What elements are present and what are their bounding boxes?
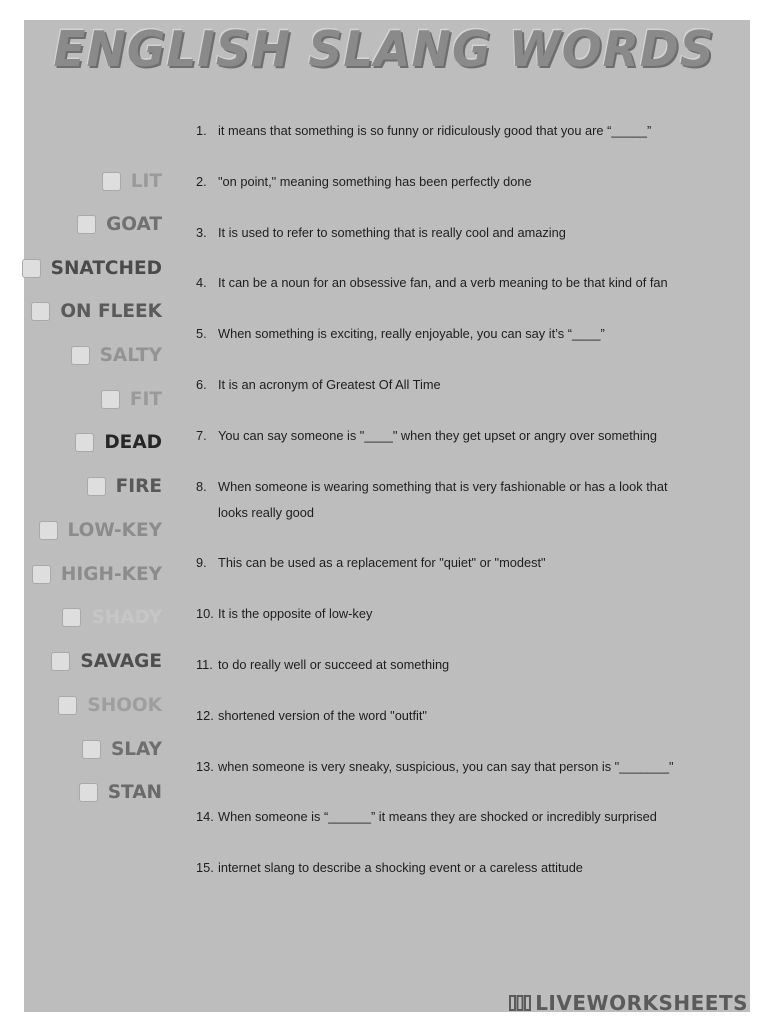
word-item-shady[interactable] (62, 604, 162, 630)
definition-item (196, 372, 696, 398)
checkbox[interactable] (79, 783, 98, 802)
checkbox[interactable] (87, 477, 106, 496)
checkbox[interactable] (22, 259, 41, 278)
word-item-salty[interactable] (71, 342, 162, 368)
definition-number: 2. (196, 174, 207, 189)
word-label: SHADY (91, 606, 162, 628)
checkbox[interactable] (75, 433, 94, 452)
definition-item (196, 220, 696, 246)
definition-item (196, 474, 696, 526)
word-item-shook[interactable] (58, 692, 162, 718)
definition-number: 14. (196, 809, 214, 824)
definition-item (196, 601, 696, 627)
word-item-low-key[interactable] (39, 517, 162, 543)
checkbox[interactable] (77, 215, 96, 234)
definition-text: "on point," meaning something has been perfectly done (218, 174, 532, 189)
definition-text: It can be a noun for an obsessive fan, and a verb meaning to be that kind of fan (218, 275, 668, 290)
checkbox[interactable] (62, 608, 81, 627)
definition-text: internet slang to describe a shocking event or a careless attitude (218, 860, 583, 875)
definition-text-continued: looks really good (218, 505, 315, 520)
definition-item (196, 855, 696, 881)
definition-number: 3. (196, 225, 207, 240)
checkbox[interactable] (32, 565, 51, 584)
liveworksheets-brand (509, 988, 748, 1018)
checkbox[interactable] (71, 346, 90, 365)
definition-number: 15. (196, 860, 214, 875)
word-label: SHOOK (87, 694, 162, 716)
word-label: FIT (129, 388, 162, 410)
definition-item (196, 804, 696, 830)
definition-item (196, 321, 696, 347)
worksheet-title: ENGLISH SLANG WORDS (53, 20, 715, 79)
word-item-fire[interactable] (87, 473, 162, 499)
word-item-fit[interactable] (101, 386, 162, 412)
word-label: LIT (130, 170, 162, 192)
word-label: SALTY (99, 344, 162, 366)
word-label: ON FLEEK (60, 300, 162, 322)
word-item-lit[interactable] (102, 168, 162, 194)
definition-text: When something is exciting, really enjoyable, you can say it’s “____” (218, 326, 605, 341)
word-item-slay[interactable] (82, 736, 162, 762)
definition-text: When someone is “______” it means they are shocked or incredibly surprised (218, 809, 657, 824)
definition-text: it means that something is so funny or ridiculously good that you are “_____” (218, 123, 652, 138)
definition-item (196, 169, 696, 195)
definition-number: 6. (196, 377, 207, 392)
word-item-stan[interactable] (79, 779, 162, 805)
definition-text: It is used to refer to something that is really cool and amazing (218, 225, 566, 240)
checkbox[interactable] (51, 652, 70, 671)
definition-text: When someone is wearing something that is very fashionable or has a look that (218, 479, 668, 494)
word-item-savage[interactable] (51, 648, 162, 674)
checkbox[interactable] (102, 172, 121, 191)
definition-number: 11. (196, 657, 213, 672)
definition-text: This can be used as a replacement for "quiet" or "modest" (218, 555, 546, 570)
definition-item (196, 652, 696, 678)
word-label: SNATCHED (50, 257, 162, 279)
checkbox[interactable] (82, 740, 101, 759)
liveworksheets-logo-icon (509, 994, 531, 1012)
word-item-dead[interactable] (75, 429, 162, 455)
definition-number: 4. (196, 275, 207, 290)
definition-number: 5. (196, 326, 207, 341)
checkbox[interactable] (58, 696, 77, 715)
definition-text: It is the opposite of low-key (218, 606, 373, 621)
definition-item (196, 550, 696, 576)
word-label: HIGH-KEY (60, 563, 162, 585)
word-label: DEAD (104, 431, 162, 453)
brand-name: LIVEWORKSHEETS (535, 991, 748, 1015)
word-item-high-key[interactable] (32, 561, 162, 587)
word-item-snatched[interactable] (22, 255, 162, 281)
definition-number: 13. (196, 759, 214, 774)
definition-item (196, 118, 696, 144)
word-item-goat[interactable] (77, 211, 162, 237)
definition-text: It is an acronym of Greatest Of All Time (218, 377, 441, 392)
definition-number: 8. (196, 479, 207, 494)
word-label: FIRE (115, 475, 162, 497)
checkbox[interactable] (39, 521, 58, 540)
word-label: SLAY (110, 738, 162, 760)
definition-number: 12. (196, 708, 214, 723)
definition-item (196, 703, 696, 729)
definition-number: 1. (196, 123, 207, 138)
definition-item (196, 270, 696, 296)
definition-text: You can say someone is "____" when they get upset or angry over something (218, 428, 657, 443)
definition-item (196, 754, 696, 780)
definition-number: 7. (196, 428, 207, 443)
word-label: STAN (107, 781, 162, 803)
word-label: SAVAGE (80, 650, 162, 672)
word-label: LOW-KEY (67, 519, 162, 541)
definition-text: shortened version of the word "outfit" (218, 708, 427, 723)
checkbox[interactable] (31, 302, 50, 321)
word-item-on-fleek[interactable] (31, 298, 162, 324)
definition-number: 9. (196, 555, 207, 570)
definition-number: 10. (196, 606, 214, 621)
definition-text: to do really well or succeed at something (218, 657, 450, 672)
definition-item (196, 423, 696, 449)
checkbox[interactable] (101, 390, 120, 409)
word-label: GOAT (106, 213, 162, 235)
definition-text: when someone is very sneaky, suspicious, you can say that person is "_______" (218, 759, 674, 774)
